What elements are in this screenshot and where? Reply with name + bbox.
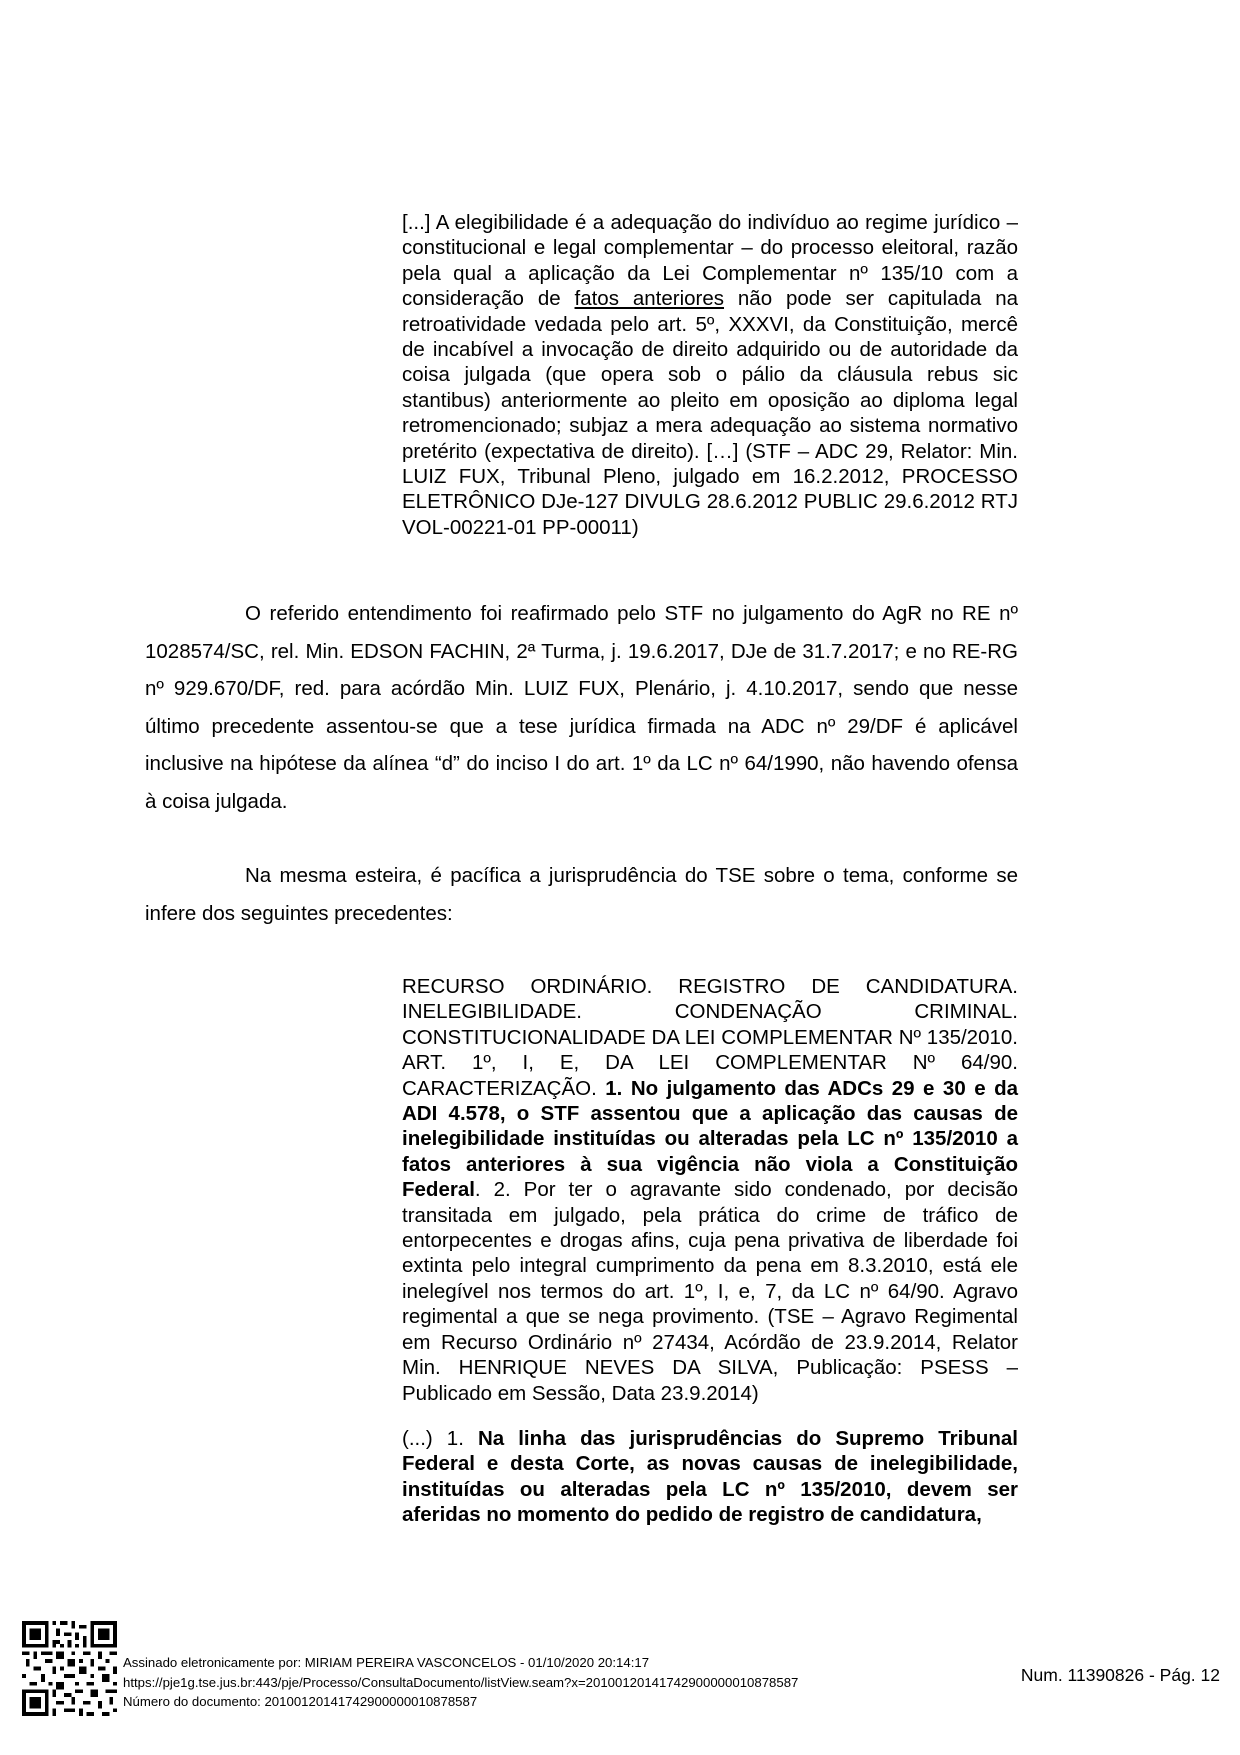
paragraph1-text: O referido entendimento foi reafirmado pelo STF no julgamento do AgR no RE nº 1028574/SC, rel. Min. EDSON FACHIN, 2ª Turma, j. 19.6.2017, DJe de 31.7.2017; e no RE-RG nº 929.670/DF, red. para acórdão Min. LUIZ FUX, Plenário, j. 4.10.2017, sendo que nesse último precedente assentou-se que a tese jurídica firmada na ADC nº 29/DF é aplicável inclusive na hipótese da alínea “d” do inciso I do art. 1º da LC nº 64/1990, não havendo ofensa à coisa julgada. [145,602,1018,813]
qr-code-icon [22,1621,117,1716]
document-url: https://pje1g.tse.jus.br:443/pje/Processo/ConsultaDocumento/listView.seam?x=20100120141742900000010878587 [123,1674,799,1690]
quote-tse-linha-jurisprudencias [402,1426,1018,1528]
quote3-text-a: (...) 1. [402,1427,478,1450]
quote1-text-a: [...] A elegibilidade é a adequação do indivíduo ao regime jurídico – constitucional e legal complementar – do processo eleitoral, razão pela qual a aplicação da Lei Complementar nº 135/10 com a consideração de [402,211,1018,311]
paragraph2-text: Na mesma esteira, é pacífica a jurisprudência do TSE sobre o tema, conforme se infere dos seguintes precedentes: [145,864,1018,925]
signed-by-line: Assinado eletronicamente por: MIRIAM PEREIRA VASCONCELOS - 01/10/2020 20:14:17 [123,1655,650,1670]
document-number: Número do documento: 20100120141742900000010878587 [123,1694,478,1710]
quote2-text-b: . 2. Por ter o agravante sido condenado, por decisão transitada em julgado, pela prática do crime de tráfico de entorpecentes e drogas afins, cuja pena privativa de liberdade foi extinta pelo integral cumprimento da pena em 8.3.2010, está ele inelegível nos termos do art. 1º, I, e, 7, da LC nº 64/90. Agravo regimental a que se nega provimento. (TSE – Agravo Regimental em Recurso Ordinário nº 27434, Acórdão de 23.9.2014, Relator Min. HENRIQUE NEVES DA SILVA, Publicação: PSESS – Publicado em Sessão, Data 23.9.2014) [402,1178,1018,1405]
quote1-underlined: fatos anteriores [574,287,725,311]
quote-stf-adc29 [402,210,1018,540]
quote-tse-recurso-ordinario [402,974,1018,1406]
paragraph-stf-reaffirmed [145,595,1018,821]
paragraph-tse-precedents [145,857,1018,932]
signature-footer [123,1653,798,1712]
quote2-bold: 1. No julgamento das ADCs 29 e 30 e da ADI 4.578, o STF assentou que a aplicação das causas de inelegibilidade instituídas ou alteradas pela LC nº 135/2010 a fatos anteriores à sua vigência não viola a Constituição Federal [402,1076,1018,1202]
quote1-text-b: não pode ser capitulada na retroatividade vedada pelo art. 5º, XXXVI, da Constituição, mercê de incabível a invocação de direito adquirido ou de autoridade da coisa julgada (que opera sob o pálio da cláusula rebus sic stantibus) anteriormente ao pleito em oposição ao diploma legal retromencionado; subjaz a mera adequação ao sistema normativo pretérito (expectativa de direito). […] (STF – ADC 29, Relator: Min. LUIZ FUX, Tribunal Pleno, julgado em 16.2.2012, PROCESSO ELETRÔNICO DJe-127 DIVULG 28.6.2012 PUBLIC 29.6.2012 RTJ VOL-00221-01 PP-00011) [402,287,1018,539]
page-number: Num. 11390826 - Pág. 12 [1020,1665,1220,1685]
quote3-bold: Na linha das jurisprudências do Supremo Tribunal Federal e desta Corte, as novas causas de inelegibilidade, instituídas ou alteradas pela LC nº 135/2010, devem ser aferidas no momento do pedido de registro de candidatura, [402,1427,1018,1527]
quote2-text-a: RECURSO ORDINÁRIO. REGISTRO DE CANDIDATURA. INELEGIBILIDADE. CONDENAÇÃO CRIMINAL. CONSTITUCIONALIDADE DA LEI COMPLEMENTAR Nº 135/2010. ART. 1º, I, E, DA LEI COMPLEMENTAR Nº 64/90. CARACTERIZAÇÃO. [402,975,1018,1100]
